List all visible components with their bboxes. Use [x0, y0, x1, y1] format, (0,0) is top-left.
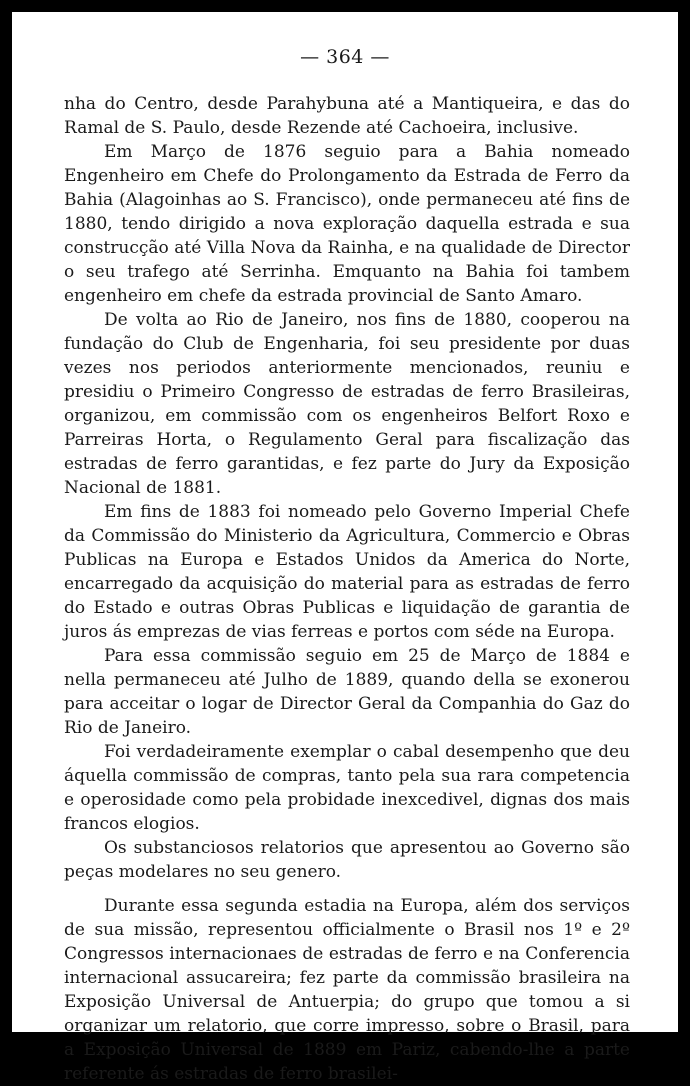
paragraph: Em Março de 1876 seguio para a Bahia nomeado Engenheiro em Chefe do Prolongamento da Estrada de Ferro da Bahia (Alagoinhas ao S. Francisco), onde permaneceu até fins de 1880, tendo dirigido a nova exploração daquella estrada e sua construcção até Villa Nova da Rainha, e na qualidade de Director o seu trafego até Serrinha. Emquanto na Bahia foi tambem engenheiro em chefe da estrada provincial de Santo Amaro. — [64, 142, 630, 306]
paragraph: De volta ao Rio de Janeiro, nos fins de 1880, cooperou na fundação do Club de Engenharia, foi seu presidente por duas vezes nos periodos anteriormente mencionados, reuniu e presidiu o Primeiro Congresso de estradas de ferro Brasileiras, organizou, em commissão com os engenheiros Belfort Roxo e Parreiras Horta, o Regulamento Geral para fiscalização das estradas de ferro garantidas, e fez parte do Jury da Exposição Nacional de 1881. — [64, 310, 630, 498]
book-page — [12, 12, 678, 1084]
body-text — [64, 92, 630, 1086]
paragraph: Em fins de 1883 foi nomeado pelo Governo Imperial Chefe da Commissão do Ministerio da Agricultura, Commercio e Obras Publicas na Europa e Estados Unidos da America do Norte, encarregado da acquisição do material para as estradas de ferro do Estado e outras Obras Publicas e liquidação de garantia de juros ás emprezas de vias ferreas e portos com séde na Europa. — [64, 502, 630, 642]
page-number: — 364 — — [300, 46, 390, 68]
paragraph: Foi verdadeiramente exemplar o cabal desempenho que deu áquella commissão de compras, tanto pela sua rara competencia e operosidade como pela probidade inexcedivel, dignas dos mais francos elogios. — [64, 742, 630, 834]
paragraph: Durante essa segunda estadia na Europa, além dos serviços de sua missão, representou officialmente o Brasil nos 1º e 2º Congressos internacionaes de estradas de ferro e na Conferencia internacional assucareira; fez parte da commissão brasileira na Exposição Universal de Antuerpia; do grupo que tomou a si organizar um relatorio, que corre impresso, sobre o Brasil, para a Exposição Universal de 1889 em Pariz, cabendo-lhe a parte referente ás estradas de ferro brasilei- — [64, 896, 630, 1084]
paragraph: Para essa commissão seguio em 25 de Março de 1884 e nella permaneceu até Julho de 1889, quando della se exonerou para acceitar o logar de Director Geral da Companhia do Gaz do Rio de Janeiro. — [64, 646, 630, 738]
paragraph-continuation: nha do Centro, desde Parahybuna até a Mantiqueira, e das do Ramal de S. Paulo, desde Rezende até Cachoeira, inclusive. — [64, 94, 630, 138]
paragraph: Os substanciosos relatorios que apresentou ao Governo são peças modelares no seu genero. — [64, 838, 630, 882]
